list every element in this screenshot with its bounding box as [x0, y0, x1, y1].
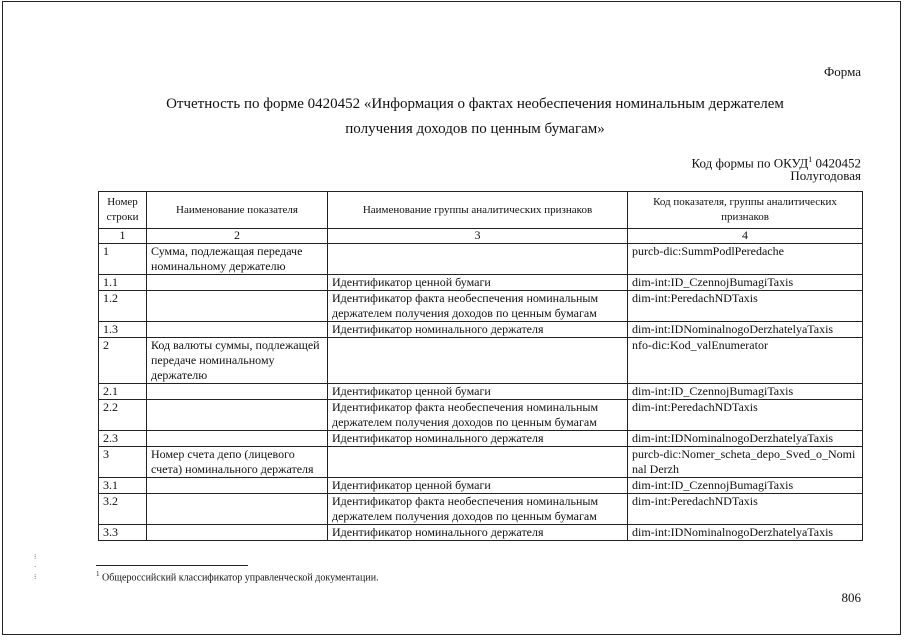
cell-code: dim-int:PeredachNDTaxis: [628, 494, 863, 525]
cell-row-number: 2.1: [99, 384, 147, 400]
header-code: Код показателя, группы аналитических признаков: [628, 192, 863, 229]
footnote-text: Общероссийский классификатор управленческой документации.: [99, 572, 379, 584]
cell-indicator-name: [147, 291, 328, 322]
cell-group-name: Идентификатор ценной бумаги: [328, 275, 628, 291]
table-row: [99, 400, 863, 431]
cell-code: dim-int:PeredachNDTaxis: [628, 400, 863, 431]
table-header-row: [99, 192, 863, 229]
header-indicator-name: Наименование показателя: [147, 192, 328, 229]
cell-indicator-name: Номер счета депо (лицевого счета) номинального держателя: [147, 447, 328, 478]
cell-group-name: [328, 244, 628, 275]
cell-row-number: 1.2: [99, 291, 147, 322]
cell-group-name: Идентификатор факта необеспечения номинальным держателем получения доходов по ценным бумагам: [328, 400, 628, 431]
cell-group-name: Идентификатор ценной бумаги: [328, 384, 628, 400]
cell-indicator-name: Код валюты суммы, подлежащей передаче номинальному держателю: [147, 338, 328, 384]
header-group-name: Наименование группы аналитических признаков: [328, 192, 628, 229]
cell-group-name: Идентификатор факта необеспечения номинальным держателем получения доходов по ценным бумагам: [328, 494, 628, 525]
cell-row-number: 2.2: [99, 400, 147, 431]
column-number: 3: [328, 229, 628, 244]
footnote-marker: 1: [96, 570, 100, 578]
table-row: [99, 478, 863, 494]
cell-indicator-name: [147, 494, 328, 525]
cell-row-number: 1: [99, 244, 147, 275]
cell-indicator-name: [147, 322, 328, 338]
table-row: [99, 338, 863, 384]
cell-indicator-name: [147, 525, 328, 541]
cell-row-number: 3: [99, 447, 147, 478]
header-row-number: Номер строки: [99, 192, 147, 229]
cell-code: dim-int:ID_CzennojBumagiTaxis: [628, 478, 863, 494]
cell-code: dim-int:IDNominalnogoDerzhatelyaTaxis: [628, 322, 863, 338]
title-line-2: получения доходов по ценным бумагам»: [345, 121, 605, 137]
cell-row-number: 1.1: [99, 275, 147, 291]
okud-code: 0420452: [812, 155, 861, 171]
cell-group-name: Идентификатор факта необеспечения номинальным держателем получения доходов по ценным бумагам: [328, 291, 628, 322]
cell-indicator-name: [147, 384, 328, 400]
table-row: [99, 275, 863, 291]
cell-group-name: [328, 447, 628, 478]
table-row: [99, 244, 863, 275]
table-row: [99, 322, 863, 338]
page-number: 806: [841, 590, 861, 605]
cell-code: purcb-dic:Nomer_scheta_depo_Sved_o_Nominal Derzh: [628, 447, 863, 478]
document-title: [95, 92, 855, 142]
cell-group-name: Идентификатор номинального держателя: [328, 322, 628, 338]
cell-indicator-name: Сумма, подлежащая передаче номинальному держателю: [147, 244, 328, 275]
cell-row-number: 3.3: [99, 525, 147, 541]
cell-row-number: 3.1: [99, 478, 147, 494]
table-column-numbers-row: [99, 229, 863, 244]
cell-code: nfo-dic:Kod_valEnumerator: [628, 338, 863, 384]
table-row: [99, 494, 863, 525]
title-line-1: Отчетность по форме 0420452 «Информация о фактах необеспечения номинальным держателем: [166, 96, 784, 112]
cell-indicator-name: [147, 275, 328, 291]
scan-margin-marks: ⁝ · ⁝: [34, 553, 37, 581]
table-row: [99, 291, 863, 322]
cell-group-name: Идентификатор номинального держателя: [328, 525, 628, 541]
indicators-table: [98, 191, 863, 541]
cell-group-name: Идентификатор ценной бумаги: [328, 478, 628, 494]
cell-row-number: 2.3: [99, 431, 147, 447]
table-row: [99, 431, 863, 447]
cell-group-name: Идентификатор номинального держателя: [328, 431, 628, 447]
cell-indicator-name: [147, 431, 328, 447]
cell-group-name: [328, 338, 628, 384]
column-number: 2: [147, 229, 328, 244]
form-label: Форма: [824, 64, 861, 79]
periodicity: Полугодовая: [790, 168, 861, 183]
cell-code: purcb-dic:SummPodlPeredache: [628, 244, 863, 275]
column-number: 1: [99, 229, 147, 244]
okud-footnote-ref: 1: [808, 155, 813, 164]
cell-row-number: 1.3: [99, 322, 147, 338]
cell-code: dim-int:ID_CzennojBumagiTaxis: [628, 384, 863, 400]
column-number: 4: [628, 229, 863, 244]
okud-prefix: Код формы по ОКУД: [691, 155, 809, 171]
cell-indicator-name: [147, 400, 328, 431]
footnote-separator: [96, 565, 248, 566]
cell-code: dim-int:IDNominalnogoDerzhatelyaTaxis: [628, 431, 863, 447]
table-row: [99, 525, 863, 541]
cell-row-number: 2: [99, 338, 147, 384]
footnote: [96, 570, 379, 583]
cell-code: dim-int:PeredachNDTaxis: [628, 291, 863, 322]
cell-indicator-name: [147, 478, 328, 494]
cell-row-number: 3.2: [99, 494, 147, 525]
table-row: [99, 384, 863, 400]
cell-code: dim-int:ID_CzennojBumagiTaxis: [628, 275, 863, 291]
table-row: [99, 447, 863, 478]
cell-code: dim-int:IDNominalnogoDerzhatelyaTaxis: [628, 525, 863, 541]
